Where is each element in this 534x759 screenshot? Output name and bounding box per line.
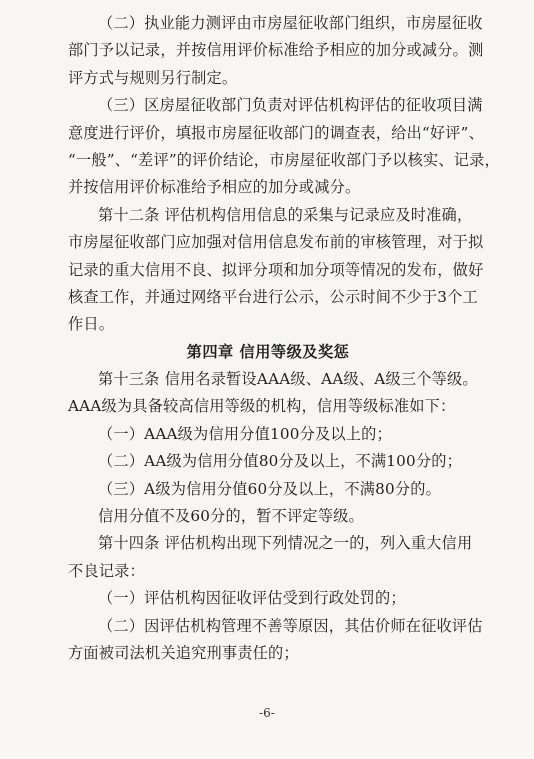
text-line: 评方式与规则另行制定。 — [68, 68, 238, 87]
text-line: 部门予以记录，并按信用评价标准给予相应的加分或减分。测 — [68, 41, 484, 60]
text-line: （三）区房屋征收部门负责对评估机构评估的征收项目满 — [98, 96, 483, 115]
page-number: -6- — [259, 706, 275, 720]
text-line: 第十二条 评估机构信用信息的采集与记录应及时准确， — [98, 205, 473, 224]
text-line: AAA级为具备较高信用等级的机构，信用等级标准如下： — [68, 397, 456, 416]
document-body — [68, 10, 500, 667]
text-line: （一）AAA级为信用分值100分及以上的； — [98, 424, 392, 443]
text-line: 核查工作，并通过网络平台进行公示，公示时间不少于3个工 — [68, 287, 478, 306]
text-line: 第十四条 评估机构出现下列情况之一的，列入重大信用 — [98, 534, 473, 553]
text-line: 意度进行评价，填报市房屋征收部门的调查表，给出“好评”、 — [68, 123, 485, 142]
text-line: 并按信用评价标准给予相应的加分或减分。 — [68, 178, 361, 197]
text-line: （三）A级为信用分值60分及以上，不满80分的。 — [98, 479, 441, 498]
text-line: 不良记录： — [68, 561, 145, 580]
text-line: （二）执业能力测评由市房屋征收部门组织，市房屋征收 — [98, 14, 483, 32]
text-line: （二）AA级为信用分值80分及以上，不满100分的； — [98, 452, 463, 471]
text-line: 信用分值不及60分的，暂不评定等级。 — [98, 507, 364, 526]
text-line: 市房屋征收部门应加强对信用信息发布前的审核管理，对于拟 — [68, 233, 484, 252]
text-line: （二）因评估机构管理不善等原因，其估价师在征收评估 — [98, 616, 483, 635]
text-line: 记录的重大信用不良、拟评分项和加分项等情况的发布，做好 — [68, 260, 484, 279]
text-line: （一）评估机构因征收评估受到行政处罚的； — [98, 589, 406, 608]
text-line: 第十三条 信用名录暂设AAA级、AA级、A级三个等级。 — [98, 370, 478, 389]
text-line: “一般”、“差评”的评价结论，市房屋征收部门予以核实、记录， — [68, 150, 500, 169]
text-line: 作日。 — [68, 315, 115, 334]
chapter-heading: 第四章 信用等级及奖惩 — [186, 342, 350, 361]
text-line: 方面被司法机关追究刑事责任的； — [68, 643, 299, 662]
